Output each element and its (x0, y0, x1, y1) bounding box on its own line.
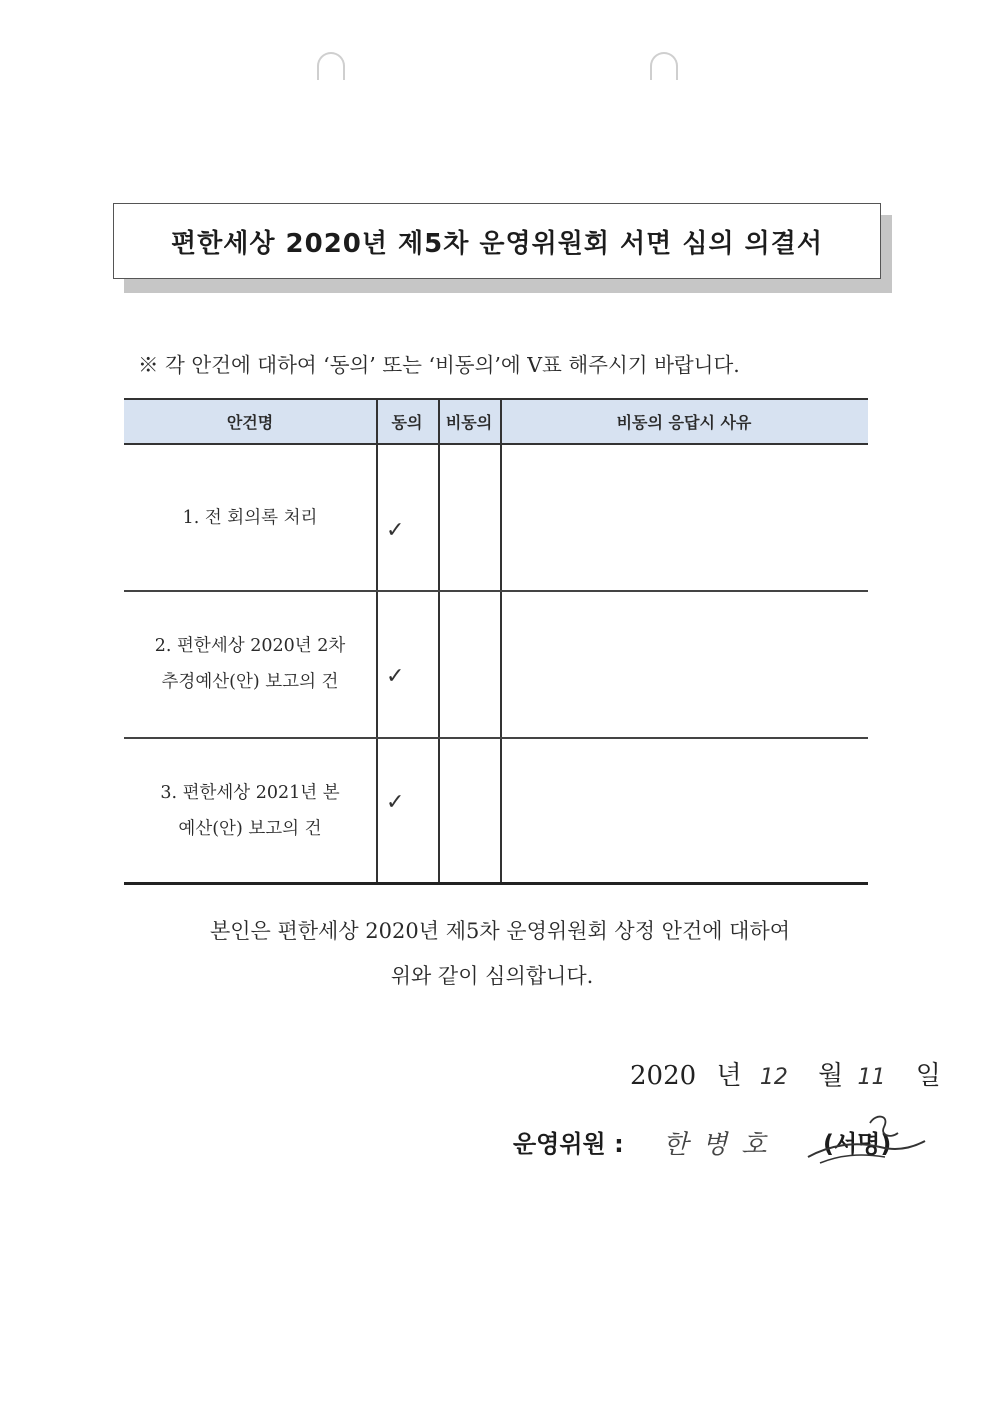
agenda-item-cell (124, 591, 376, 737)
header-disagree: 비동의 (445, 413, 493, 432)
date-month-unit: 월 (818, 1061, 844, 1091)
agree-checkmark[interactable]: ✓ (386, 790, 405, 815)
agree-checkmark[interactable]: ✓ (386, 664, 405, 689)
signature-label: (서명) (823, 1130, 892, 1158)
agenda-item-3-line1: 3. 편한세상 2021년 본 (160, 783, 340, 803)
member-name-handwritten: 한병호 (663, 1130, 781, 1160)
agenda-item-2-line2: 추경예산(안) 보고의 건 (161, 672, 339, 692)
agenda-item-3-line2: 예산(안) 보고의 건 (178, 819, 322, 839)
vote-table (124, 398, 868, 886)
table-row (124, 738, 868, 884)
table-header-row (124, 398, 868, 445)
header-item: 안건명 (226, 413, 274, 432)
table-bottom-border (124, 882, 868, 885)
date-year-unit: 년 (716, 1061, 742, 1091)
table-row (124, 591, 868, 737)
date-day-unit: 일 (915, 1061, 941, 1091)
title-box (113, 203, 881, 279)
instruction-text: ※ 각 안건에 대하여 ‘동의’ 또는 ‘비동의’에 V표 해주시기 바랍니다. (138, 353, 740, 377)
agenda-item-2-line1: 2. 편한세상 2020년 2차 (154, 636, 346, 656)
header-agree: 동의 (391, 413, 423, 432)
statement-line-2: 위와 같이 심의합니다. (390, 964, 594, 988)
header-reason: 비동의 응답시 사유 (616, 413, 752, 432)
table-row (124, 445, 868, 591)
punch-hole-left (317, 52, 345, 80)
agree-checkmark[interactable]: ✓ (386, 518, 405, 543)
committee-member-label: 운영위원 : (513, 1130, 624, 1158)
document-title: 편한세상 2020년 제5차 운영위원회 서면 심의 의결서 (171, 228, 823, 259)
agenda-item-cell (124, 445, 376, 591)
punch-hole-right (650, 52, 678, 80)
date-day-handwritten: 11 (857, 1065, 886, 1090)
date-line (630, 1055, 941, 1092)
date-year: 2020 (630, 1061, 697, 1091)
agenda-item-1-line1: 1. 전 회의록 처리 (182, 508, 318, 528)
date-month-handwritten: 12 (759, 1065, 788, 1090)
statement-line-1: 본인은 편한세상 2020년 제5차 운영위원회 상정 안건에 대하여 (209, 919, 791, 943)
agenda-item-cell (124, 738, 376, 884)
signature-scribble (800, 1105, 930, 1175)
